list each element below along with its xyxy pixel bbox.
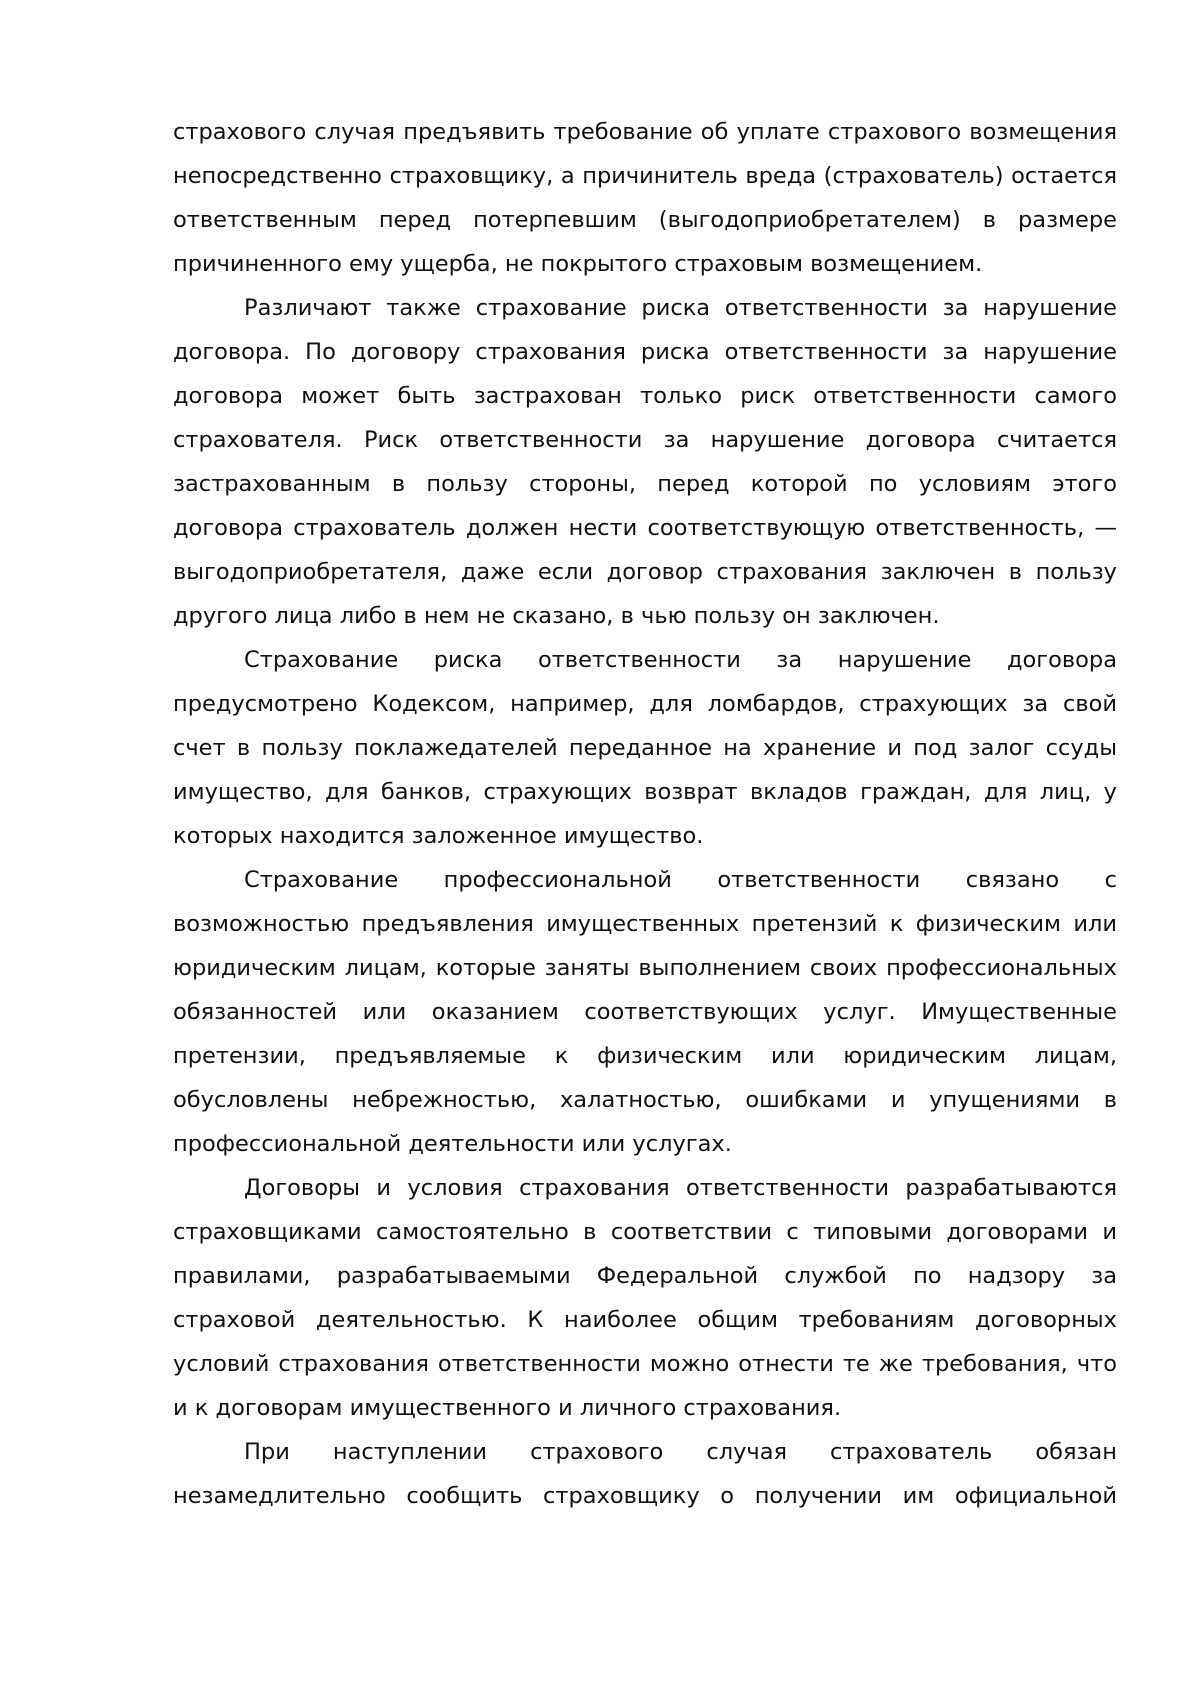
paragraph: Страхование профессиональной ответственности связано с возможностью предъявления имущественных претензий к физическим или юридическим лицам, которые заняты выполнением своих профессиональных обязанностей или оказанием соответствующих услуг. Имущественные претензии, предъявляемые к физическим или юридическим лицам, обусловлены небрежностью, халатностью, ошибками и упущениями в профессиональной деятельности или услугах. [173,867,1117,1157]
paragraph: страхового случая предъявить требование об уплате страхового возмещения непосредственно страховщику, а причинитель вреда (страхователь) остается ответственным перед потерпевшим (выгодоприобретателем) в размере причиненного ему ущерба, не покрытого страховым возмещением. [173,119,1117,277]
paragraph: При наступлении страхового случая страхователь обязан незамедлительно сообщить страховщику о получении им официальной [173,1439,1117,1509]
paragraph: Различают также страхование риска ответственности за нарушение договора. По договору страхования риска ответственности за нарушение договора может быть застрахован только риск ответственности самого страхователя. Риск ответственности за нарушение договора считается застрахованным в пользу стороны, перед которой по условиям этого договора страхователь должен нести соответствующую ответственность, — выгодоприобретателя, даже если договор страхования заключен в пользу другого лица либо в нем не сказано, в чью пользу он заключен. [173,295,1117,629]
paragraph: Страхование риска ответственности за нарушение договора предусмотрено Кодексом, например, для ломбардов, страхующих за свой счет в пользу поклажедателей переданное на хранение и под залог ссуды имущество, для банков, страхующих возврат вкладов граждан, для лиц, у которых находится заложенное имущество. [173,647,1117,849]
paragraph: Договоры и условия страхования ответственности разрабатываются страховщиками самостоятельно в соответствии с типовыми договорами и правилами, разрабатываемыми Федеральной службой по надзору за страховой деятельностью. К наиболее общим требованиям договорных условий страхования ответственности можно отнести те же требования, что и к договорам имущественного и личного страхования. [173,1175,1117,1421]
document-page [173,110,1117,1518]
